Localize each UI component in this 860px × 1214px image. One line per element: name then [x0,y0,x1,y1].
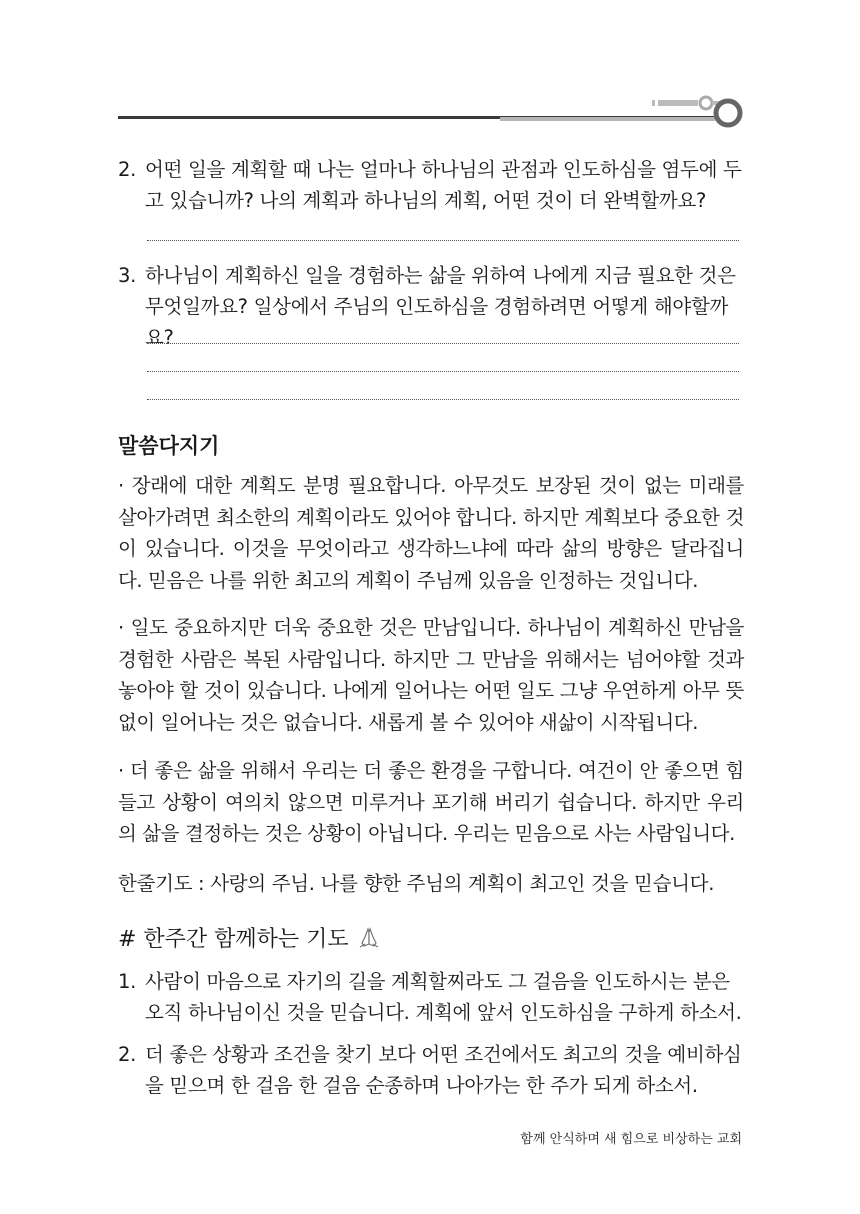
weekly-prayer-item-2 [118,1039,748,1101]
question-text: 어떤 일을 계획할 때 나는 얼마나 하나님의 관점과 인도하심을 염두에 두 [145,158,742,181]
item-text: 더 좋은 상황과 조건을 찾기 보다 어떤 조건에서도 최고의 것을 예비하심 [145,1043,742,1066]
praying-hands-icon [357,926,381,950]
answer-line[interactable] [147,399,739,400]
question-2 [118,154,748,216]
item-number: 2. [118,1043,137,1066]
answer-line[interactable] [147,343,739,344]
item-number: 1. [118,970,137,993]
question-text: 무엇일까요? 일상에서 주님의 인도하심을 경험하려면 어떻게 해야할까요? [145,295,729,349]
question-3 [118,260,748,353]
page-footer: 함께 안식하며 새 힘으로 비상하는 교회 [520,1132,742,1147]
weekly-prayer-heading: # 한주간 함께하는 기도 [118,927,349,952]
question-number: 3. [118,264,137,287]
paragraph: · 일도 중요하지만 더욱 중요한 것은 만남입니다. 하나님이 계획하신 만남을 경험한 사람은 복된 사람입니다. 하지만 그 만남을 위해서는 넘어야할 것과 놓아야 할 것이 있습니다. 나에게 일어나는 어떤 일도 그냥 우연하게 아무 뜻없이 일어나는 것은 없습니다. 새롭게 볼 수 있어야 새삶이 시작됩니다. [118,616,744,734]
question-text: 하나님이 계획하신 일을 경험하는 삶을 위하여 나에게 지금 필요한 것은 [145,264,736,287]
question-number: 2. [118,158,137,181]
answer-line[interactable] [147,240,739,241]
paragraph: · 장래에 대한 계획도 분명 필요합니다. 아무것도 보장된 것이 없는 미래를 살아가려면 최소한의 계획이라도 있어야 합니다. 하지만 계획보다 중요한 것이 있습니다. 이것을 무엇이라고 생각하느냐에 따라 삶의 방향은 달라집니다. 믿음은 나를 위한 최고의 계획이 주님께 있음을 인정하는 것입니다. [118,474,744,592]
one-line-prayer: 한줄기도 : 사랑의 주님. 나를 향한 주님의 계획이 최고인 것을 믿습니다. [118,872,715,895]
item-text: 을 믿으며 한 걸음 한 걸음 순종하며 나아가는 한 주가 되게 하소서. [145,1074,698,1097]
question-text: 고 있습니까? 나의 계획과 하나님의 계획, 어떤 것이 더 완벽할까요? [145,189,707,212]
section-title: 말씀다지기 [118,434,220,458]
answer-line[interactable] [147,371,739,372]
paragraph: · 더 좋은 삶을 위해서 우리는 더 좋은 환경을 구합니다. 여건이 안 좋으면 힘들고 상황이 여의치 않으면 미루거나 포기해 버리기 쉽습니다. 하지만 우리의 삶을 결정하는 것은 상황이 아닙니다. 우리는 믿음으로 사는 사람입니다. [118,759,744,845]
weekly-prayer-item-1 [118,966,748,1028]
item-text: 오직 하나님이신 것을 믿습니다. 계획에 앞서 인도하심을 구하게 하소서. [145,1001,742,1024]
item-text: 사람이 마음으로 자기의 길을 계획할찌라도 그 걸음을 인도하시는 분은 [145,970,730,993]
weekly-prayer-title [118,922,381,953]
header-decoration-icon [648,88,744,132]
